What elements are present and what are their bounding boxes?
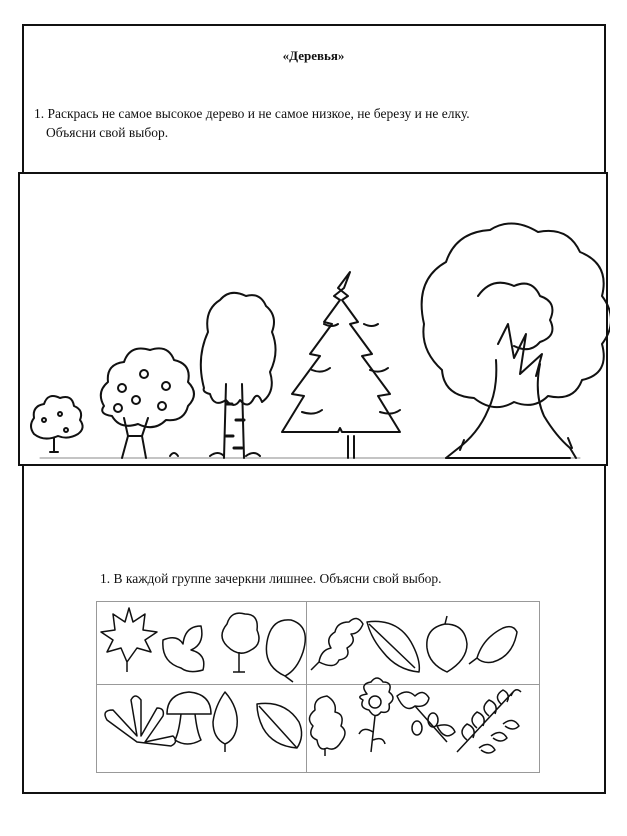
maple-leaf-icon [101, 608, 157, 672]
oak-leaf-icon [311, 618, 363, 670]
flower-icon [359, 678, 393, 752]
acorn-branch-icon [397, 692, 455, 742]
oak-tree-icon [422, 223, 610, 458]
leaf-icon [367, 621, 419, 672]
linden-leaf-icon [266, 620, 305, 682]
trees-illustration [18, 172, 608, 466]
apple-tree-icon [101, 348, 194, 458]
leaf-groups-grid [96, 601, 540, 773]
group-1 [101, 608, 305, 682]
leaf-icon [469, 627, 517, 664]
worksheet-title: «Деревья» [282, 48, 345, 63]
chestnut-leaf-icon [105, 696, 176, 746]
small-bush-icon [31, 396, 83, 452]
group-4 [309, 678, 521, 756]
task2-instructions: 1. В каждой группе зачеркни лишнее. Объясни свой выбор. [100, 571, 442, 586]
rowan-leaf-icon [457, 690, 521, 753]
task1-instructions [34, 104, 594, 142]
fir-tree-icon [282, 272, 400, 458]
oak-leaf-icon [309, 696, 345, 756]
tree-icon [222, 613, 259, 672]
linden-leaf-icon [427, 616, 467, 672]
birch-leaf-icon [257, 703, 302, 748]
group-2 [311, 616, 517, 672]
task1-line2: Объясни свой выбор. [46, 125, 169, 140]
leaf-icon [213, 692, 237, 752]
birch-tree-icon [201, 293, 276, 458]
task1-line1: 1. Раскрась не самое высокое дерево и не самое низкое, не березу и не елку. [34, 106, 470, 121]
group-3 [105, 692, 302, 752]
leaf-icon [163, 626, 204, 672]
